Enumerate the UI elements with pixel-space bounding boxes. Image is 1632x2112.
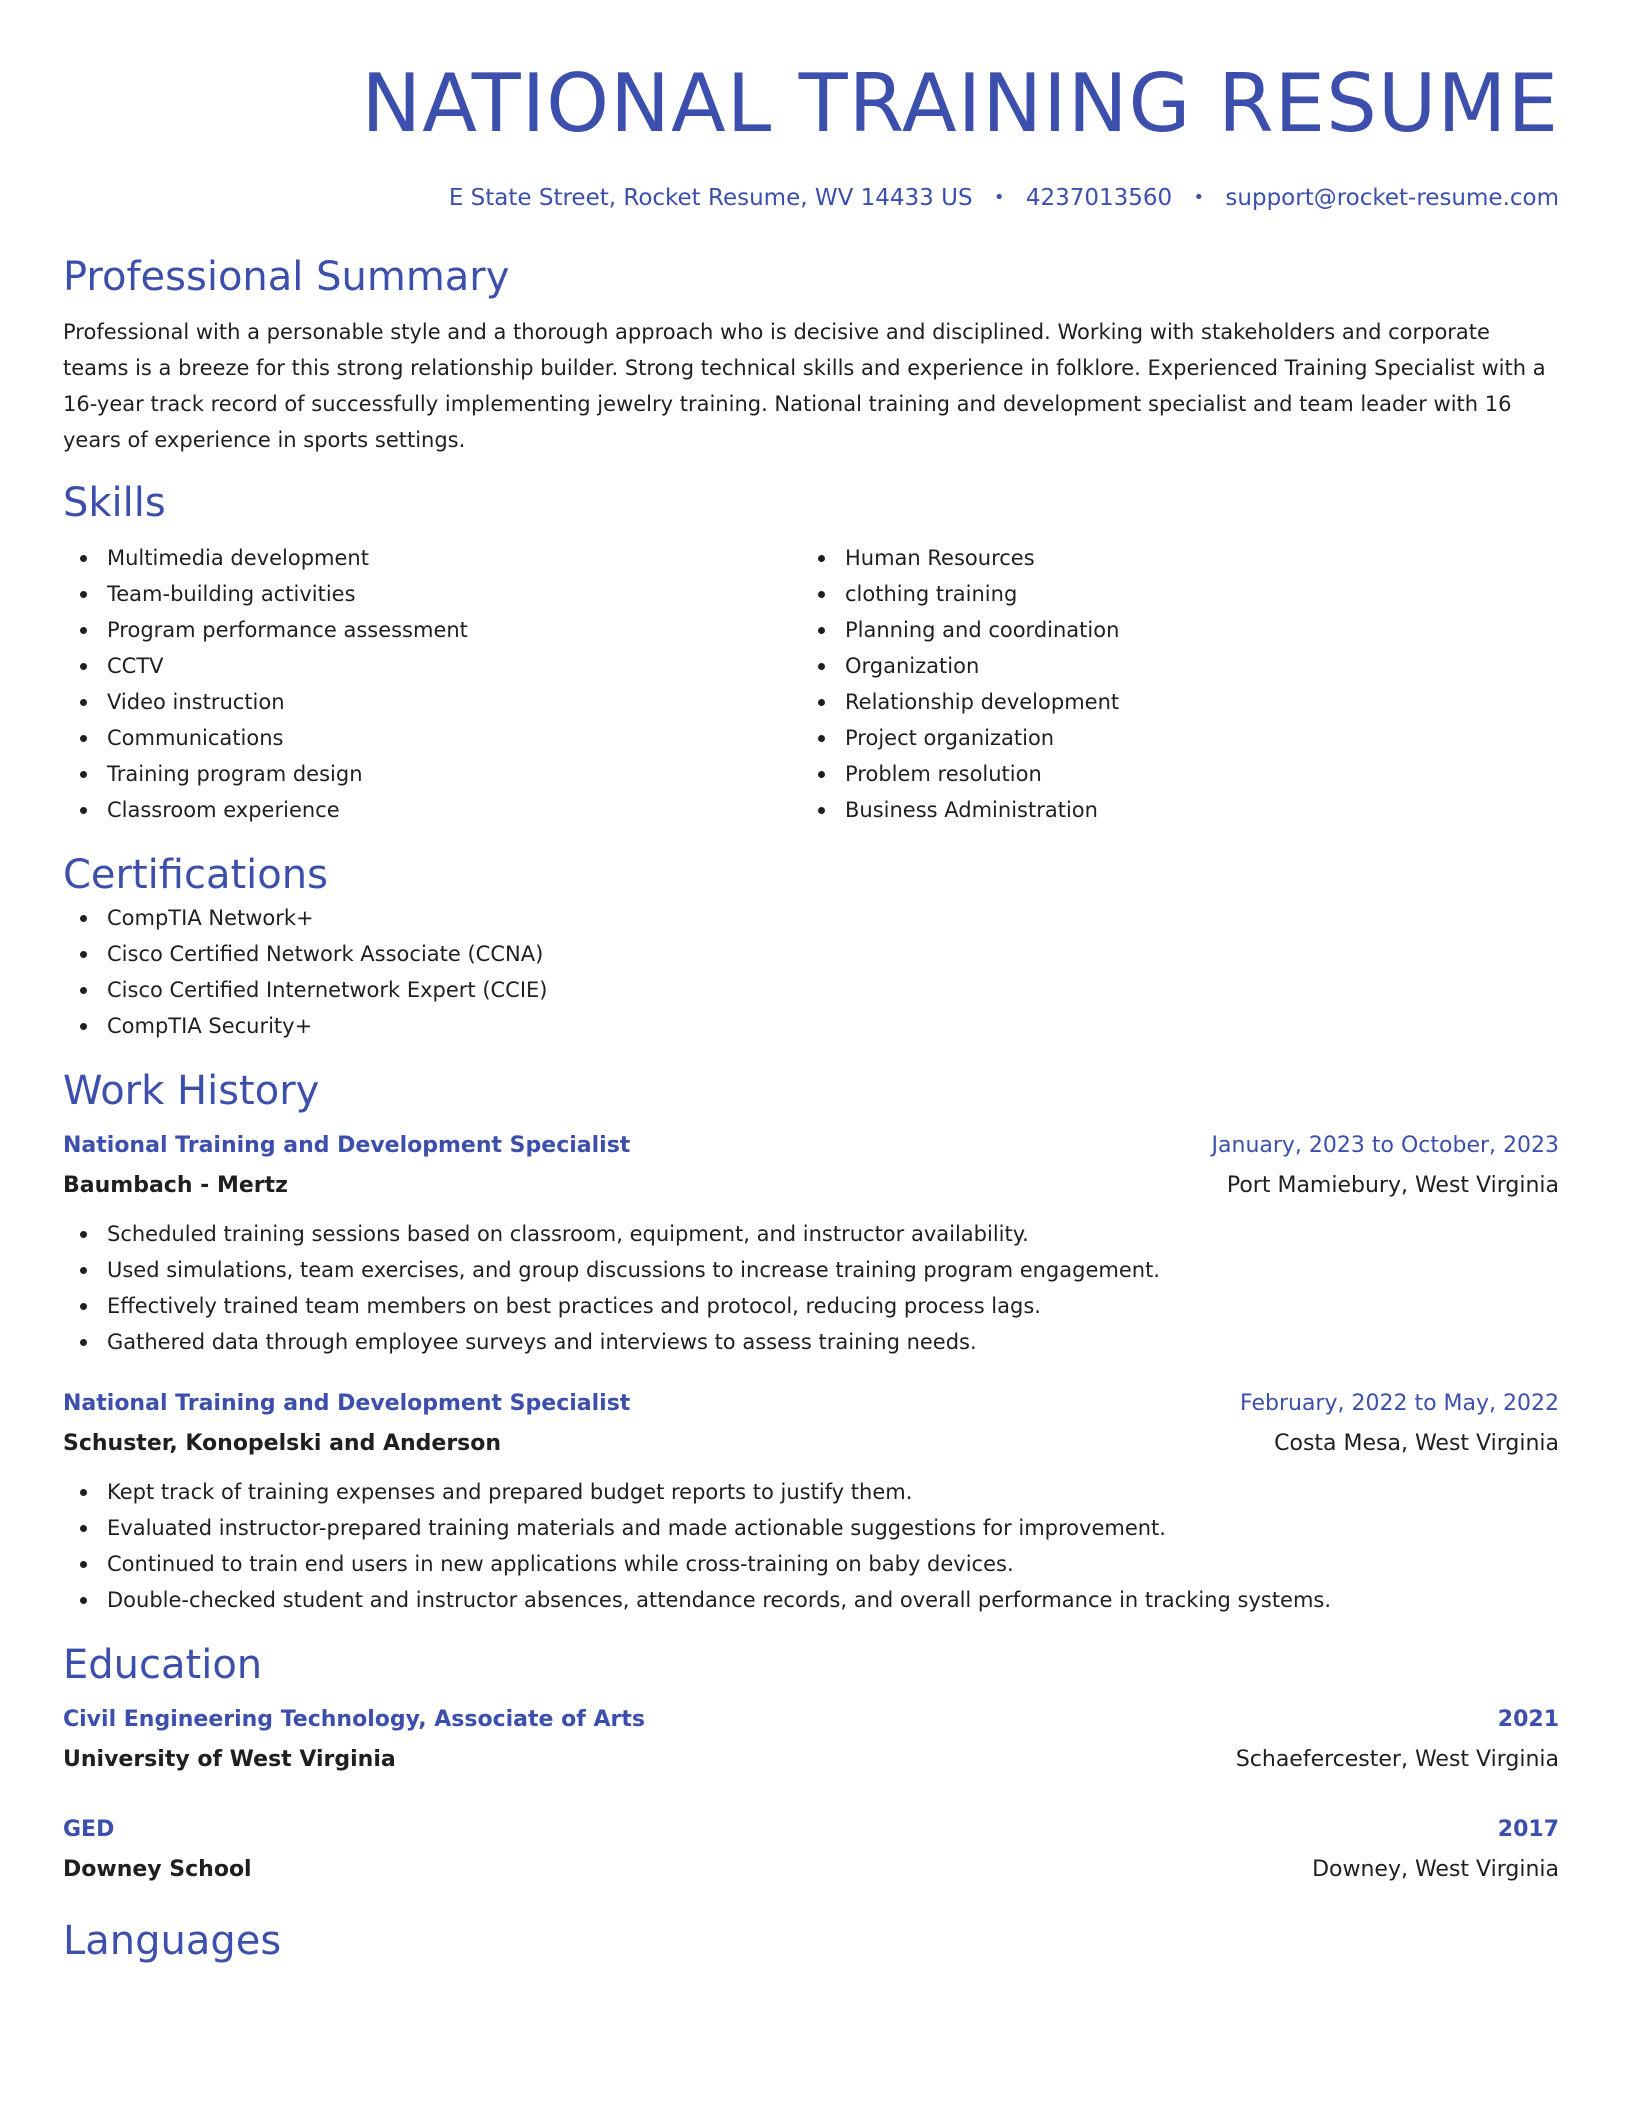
contact-email[interactable]: support@rocket-resume.com	[1225, 185, 1559, 211]
education-school-row	[63, 1740, 1559, 1780]
contact-phone: 4237013560	[1025, 185, 1173, 211]
job-bullet: Scheduled training sessions based on classroom, equipment, and instructor availability.	[63, 1216, 1559, 1252]
skill-item: Multimedia development	[63, 540, 801, 576]
work-history-heading: Work History	[63, 1068, 320, 1114]
skills-grid	[63, 540, 1559, 828]
job-dates: January, 2023 to October, 2023	[1211, 1133, 1559, 1158]
job-title-row	[63, 1384, 1559, 1424]
languages-heading: Languages	[63, 1918, 282, 1964]
job-company-row	[63, 1424, 1559, 1464]
education-year: 2017	[1497, 1817, 1559, 1842]
job-company-row	[63, 1166, 1559, 1206]
job-bullet: Effectively trained team members on best practices and protocol, reducing process lags.	[63, 1288, 1559, 1324]
job-bullet: Continued to train end users in new applications while cross-training on baby devices.	[63, 1546, 1559, 1582]
resume-name: NATIONAL TRAINING RESUME	[361, 57, 1559, 150]
summary-text: Professional with a personable style and a thorough approach who is decisive and disciplined. Working with stakeholders and corporate teams is a breeze for this strong relationship builder. Strong technical skills and experience in folklore. Experienced Training Specialist with a 16-year track record of successfully implementing jewelry training. National training and development specialist and team leader with 16 years of experience in sports settings.	[63, 320, 1546, 452]
skill-item: Project organization	[801, 720, 1539, 756]
summary-heading: Professional Summary	[63, 254, 510, 300]
skill-item: Program performance assessment	[63, 612, 801, 648]
education-degree-row	[63, 1700, 1559, 1740]
certification-item: CompTIA Security+	[63, 1008, 1559, 1044]
education-entry	[63, 1810, 1559, 1890]
contact-separator: •	[993, 187, 1005, 208]
education-location: Downey, West Virginia	[1312, 1857, 1559, 1882]
skill-item: Training program design	[63, 756, 801, 792]
contact-address: E State Street, Rocket Resume, WV 14433 US	[448, 185, 973, 211]
job-company: Schuster, Konopelski and Anderson	[63, 1431, 502, 1456]
skill-item: CCTV	[63, 648, 801, 684]
education-degree-row	[63, 1810, 1559, 1850]
certification-item: Cisco Certified Internetwork Expert (CCIE)	[63, 972, 1559, 1008]
skill-item: Human Resources	[801, 540, 1539, 576]
skills-list-left	[63, 540, 801, 828]
education-school: Downey School	[63, 1857, 252, 1882]
job-bullet: Used simulations, team exercises, and group discussions to increase training program engagement.	[63, 1252, 1559, 1288]
skills-heading: Skills	[63, 480, 166, 526]
education-location: Schaefercester, West Virginia	[1235, 1747, 1559, 1772]
skills-list-right	[801, 540, 1539, 828]
certifications-list	[63, 900, 1559, 1044]
job-entry	[63, 1384, 1559, 1618]
education-degree: GED	[63, 1817, 115, 1842]
job-bullets	[63, 1216, 1559, 1360]
contact-separator: •	[1193, 187, 1205, 208]
certification-item: CompTIA Network+	[63, 900, 1559, 936]
education-heading: Education	[63, 1642, 263, 1688]
job-dates: February, 2022 to May, 2022	[1240, 1391, 1559, 1416]
job-role: National Training and Development Specialist	[63, 1391, 631, 1416]
job-bullets	[63, 1474, 1559, 1618]
skill-item: clothing training	[801, 576, 1539, 612]
contact-line	[63, 182, 1559, 214]
job-bullet: Kept track of training expenses and prepared budget reports to justify them.	[63, 1474, 1559, 1510]
certifications-heading: Certifications	[63, 852, 328, 898]
skill-item: Business Administration	[801, 792, 1539, 828]
job-role: National Training and Development Specialist	[63, 1133, 631, 1158]
job-entry	[63, 1126, 1559, 1360]
education-entry	[63, 1700, 1559, 1780]
education-school-row	[63, 1850, 1559, 1890]
skill-item: Problem resolution	[801, 756, 1539, 792]
resume-page	[63, 0, 1559, 1966]
job-title-row	[63, 1126, 1559, 1166]
education-degree: Civil Engineering Technology, Associate of Arts	[63, 1707, 645, 1732]
job-bullet: Double-checked student and instructor absences, attendance records, and overall performance in tracking systems.	[63, 1582, 1559, 1618]
certification-item: Cisco Certified Network Associate (CCNA)	[63, 936, 1559, 972]
job-company: Baumbach - Mertz	[63, 1173, 288, 1198]
education-school: University of West Virginia	[63, 1747, 396, 1772]
skill-item: Communications	[63, 720, 801, 756]
job-bullet: Gathered data through employee surveys and interviews to assess training needs.	[63, 1324, 1559, 1360]
skill-item: Team-building activities	[63, 576, 801, 612]
skill-item: Planning and coordination	[801, 612, 1539, 648]
job-location: Costa Mesa, West Virginia	[1274, 1431, 1559, 1456]
skill-item: Organization	[801, 648, 1539, 684]
job-location: Port Mamiebury, West Virginia	[1226, 1173, 1559, 1198]
skill-item: Video instruction	[63, 684, 801, 720]
skill-item: Classroom experience	[63, 792, 801, 828]
skill-item: Relationship development	[801, 684, 1539, 720]
education-year: 2021	[1497, 1707, 1559, 1732]
job-bullet: Evaluated instructor-prepared training materials and made actionable suggestions for improvement.	[63, 1510, 1559, 1546]
